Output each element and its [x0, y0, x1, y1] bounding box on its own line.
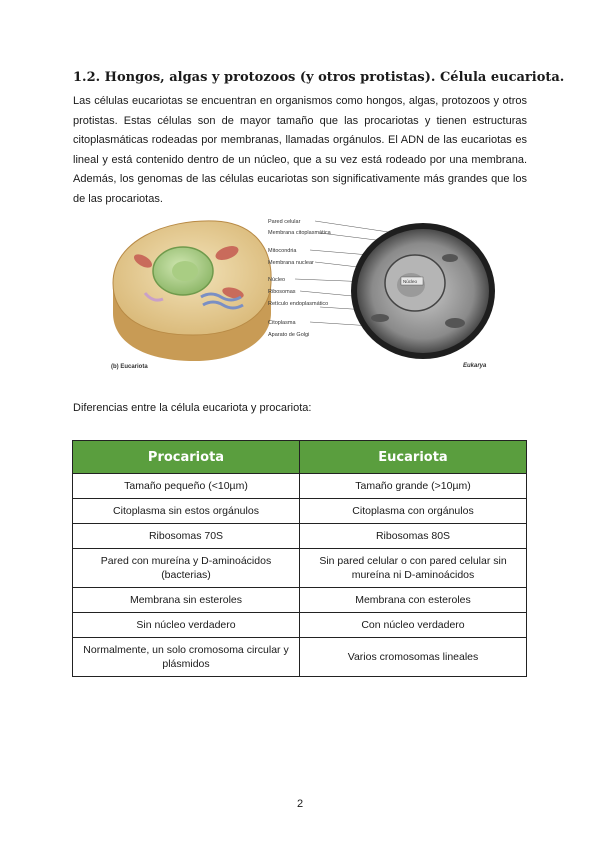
label-mitocondria: Mitocondria: [268, 248, 297, 254]
cell-eucariota: Membrana con esteroles: [300, 588, 527, 613]
right-figure-caption: Eukarya: [463, 363, 487, 369]
label-aparato-golgi: Aparato de Golgi: [268, 332, 310, 338]
cell-illustration: [111, 221, 271, 370]
body-paragraph: Las células eucariotas se encuentran en organismos como hongos, algas, protozoos y otros protistas. Estas células son de mayor tamaño que las procariotas y tienen estructuras citoplasmáticas rodeadas por membranas, llamadas orgánulos. El ADN de las eucariotas es lineal y está contenido dentro de un núcleo, que a su vez está rodeado por una membrana. Además, los genomas de las células eucariotas son significativamente más grandes que los de las procariotas.: [73, 95, 527, 205]
cell-procariota: Normalmente, un solo cromosoma circular y plásmidos: [73, 638, 300, 677]
cell-eucariota: Varios cromosomas lineales: [300, 638, 527, 677]
label-citoplasma: Citoplasma: [268, 320, 296, 326]
header-eucariota: Eucariota: [300, 441, 527, 474]
label-reticulo: Retículo endoplasmático: [268, 301, 329, 307]
cell-procariota: Pared con mureína y D-aminoácidos (bacterias): [73, 549, 300, 588]
comparison-table: [72, 440, 527, 677]
table-row: [73, 524, 527, 549]
table-row: [73, 549, 527, 588]
page-number: 2: [296, 798, 304, 810]
table-row: [73, 613, 527, 638]
label-membrana-citoplasmatica: Membrana citoplasmática: [268, 230, 331, 236]
table-intro: Diferencias entre la célula eucariota y procariota:: [73, 402, 312, 414]
label-membrana-nuclear: Membrana nuclear: [268, 260, 314, 266]
table-row: [73, 474, 527, 499]
cell-eucariota: Citoplasma con orgánulos: [300, 499, 527, 524]
cell-eucariota: Tamaño grande (>10µm): [300, 474, 527, 499]
cell-eucariota: Sin pared celular o con pared celular sin mureína ni D-aminoácidos: [300, 549, 527, 588]
cell-procariota: Sin núcleo verdadero: [73, 613, 300, 638]
cell-micrograph: [351, 223, 495, 369]
cell-procariota: Membrana sin esteroles: [73, 588, 300, 613]
table-row: [73, 499, 527, 524]
micrograph-label: Núcleo: [403, 279, 418, 284]
cell-procariota: Ribosomas 70S: [73, 524, 300, 549]
table-header-row: [73, 441, 527, 474]
cell-eucariota: Con núcleo verdadero: [300, 613, 527, 638]
cell-procariota: Citoplasma sin estos orgánulos: [73, 499, 300, 524]
label-pared-celular: Pared celular: [268, 219, 301, 225]
label-ribosomas: Ribosomas: [268, 289, 296, 295]
table-row: [73, 638, 527, 677]
table-row: [73, 588, 527, 613]
header-procariota: Procariota: [73, 441, 300, 474]
eukaryotic-cell-figure: [105, 213, 500, 373]
left-figure-caption: (b) Eucariota: [111, 364, 148, 370]
cell-procariota: Tamaño pequeño (<10µm): [73, 474, 300, 499]
cell-eucariota: Ribosomas 80S: [300, 524, 527, 549]
section-heading: 1.2. Hongos, algas y protozoos (y otros protistas). Célula eucariota.: [73, 70, 565, 85]
label-nucleo: Núcleo: [268, 277, 286, 283]
